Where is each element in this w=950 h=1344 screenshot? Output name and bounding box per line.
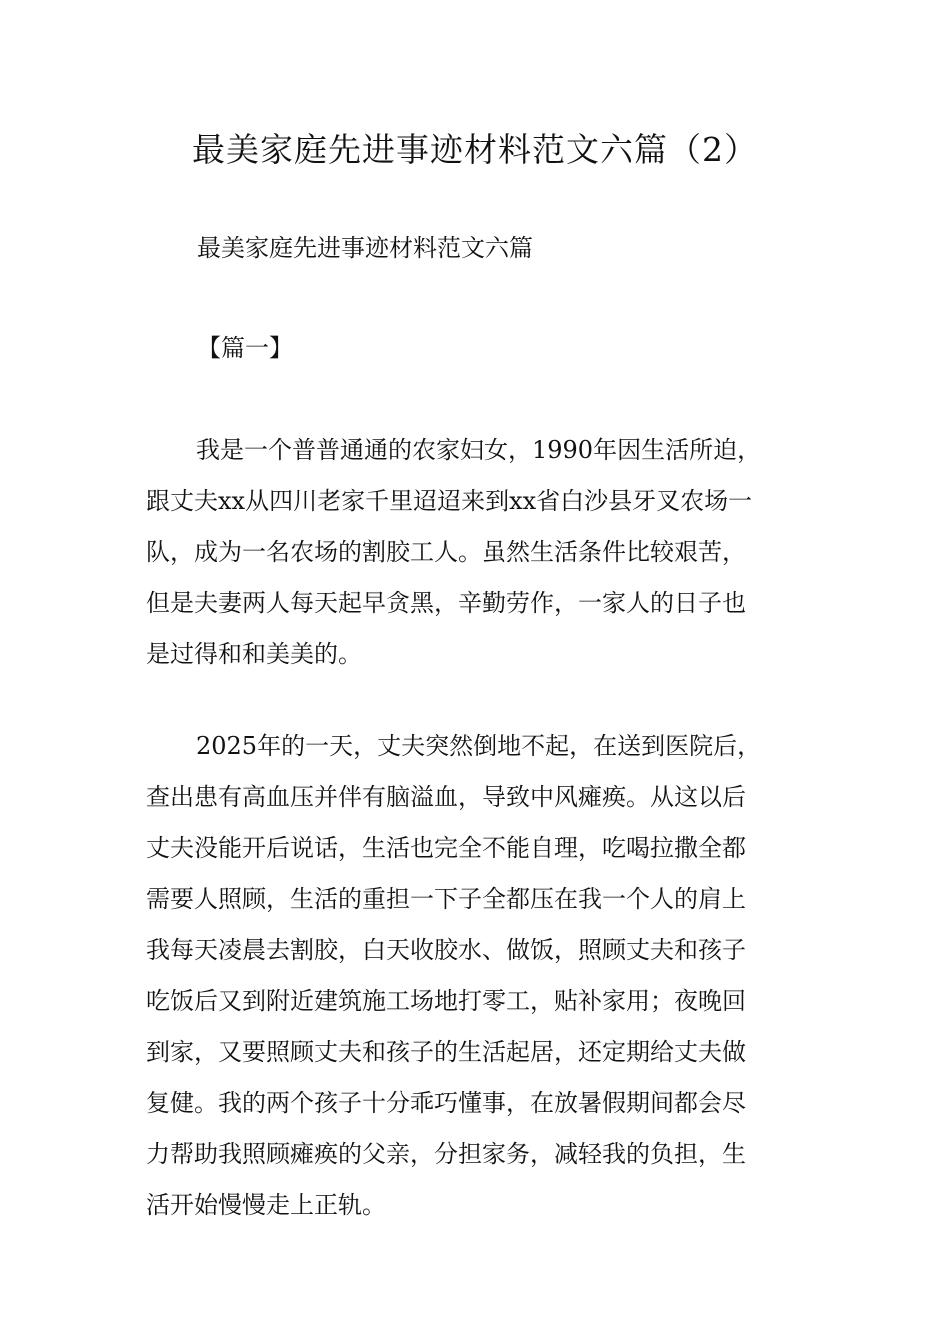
- paragraph-1: [146, 425, 810, 680]
- paragraph-line: 需要人照顾，生活的重担一下子全都压在我一个人的肩上: [146, 885, 746, 913]
- paragraph-line: 活开始慢慢走上正轨。: [146, 1191, 386, 1219]
- paragraph-2: [146, 721, 810, 1231]
- paragraph-line: 是过得和和美美的。: [146, 640, 362, 668]
- paragraph-line: 队，成为一名农场的割胶工人。虽然生活条件比较艰苦，: [146, 538, 746, 566]
- document-title: 最美家庭先进事迹材料范文六篇（2）: [192, 130, 758, 169]
- paragraph-line: 我每天凌晨去割胶，白天收胶水、做饭，照顾丈夫和孩子: [146, 936, 746, 964]
- paragraph-line: 2025年的一天，丈夫突然倒地不起，在送到医院后，: [196, 732, 762, 760]
- paragraph-line: 到家，又要照顾丈夫和孩子的生活起居，还定期给丈夫做: [146, 1038, 746, 1066]
- paragraph-line: 查出患有高血压并伴有脑溢血，导致中风瘫痪。从这以后: [146, 783, 746, 811]
- section-label: 【篇一】: [197, 334, 293, 362]
- paragraph-line: 但是夫妻两人每天起早贪黑，辛勤劳作，一家人的日子也: [146, 589, 746, 617]
- paragraph-line: 我是一个普普通通的农家妇女，1990年因生活所迫，: [196, 436, 762, 464]
- document-subtitle: 最美家庭先进事迹材料范文六篇: [197, 234, 533, 262]
- paragraph-line: 力帮助我照顾瘫痪的父亲，分担家务，减轻我的负担，生: [146, 1140, 746, 1168]
- paragraph-line: 吃饭后又到附近建筑施工场地打零工，贴补家用；夜晚回: [146, 987, 746, 1015]
- paragraph-line: 丈夫没能开后说话，生活也完全不能自理，吃喝拉撒全都: [146, 834, 746, 862]
- paragraph-line: 跟丈夫xx从四川老家千里迢迢来到xx省白沙县牙叉农场一: [146, 487, 753, 515]
- paragraph-line: 复健。我的两个孩子十分乖巧懂事，在放暑假期间都会尽: [146, 1089, 746, 1117]
